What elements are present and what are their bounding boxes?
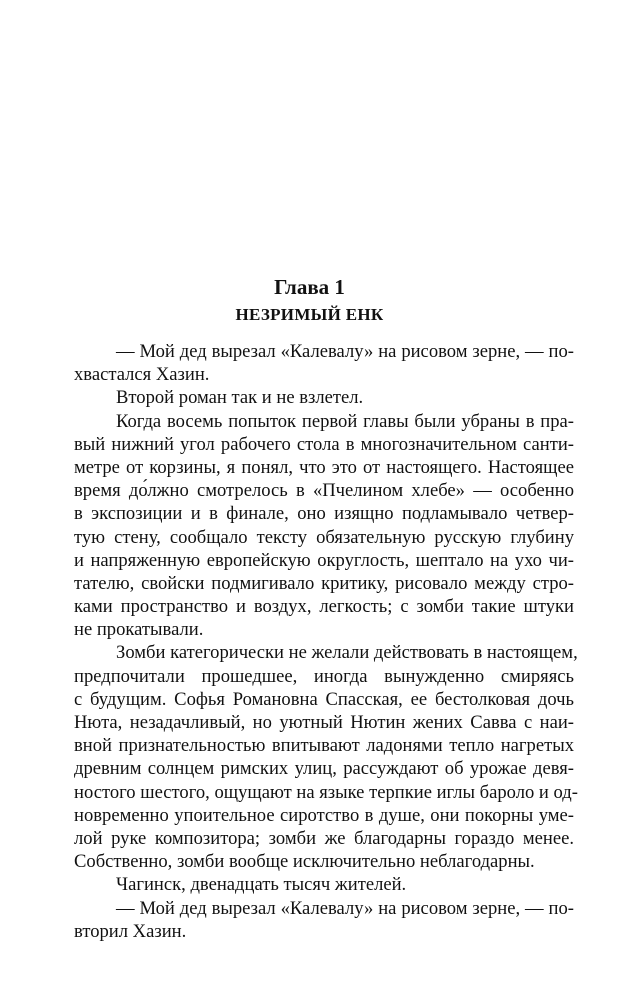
text-line: хвастался Хазин. bbox=[74, 364, 210, 386]
text-line: — Мой дед вырезал «Калевалу» на рисовом зерне, — по- bbox=[116, 341, 574, 362]
text-line: тателю, свойски подмигивало критику, рисовало между стро- bbox=[74, 572, 574, 594]
text-line: новременно упоительное сиротство в душе, они покорны уме- bbox=[74, 804, 574, 826]
text-line: с будущим. Софья Романовна Спасская, ее бестолковая дочь bbox=[74, 688, 574, 710]
text-line: Когда восемь попыток первой главы были убраны в пра- bbox=[116, 410, 574, 432]
text-line: тую стену, сообщало тексту обязательную русскую глубину bbox=[74, 526, 574, 548]
text-line: ностого шестого, ощущают на языке терпкие иглы бароло и од- bbox=[74, 781, 578, 803]
chapter-title: НЕЗРИМЫЙ ЕНК bbox=[235, 305, 384, 324]
text-line: вторил Хазин. bbox=[74, 920, 187, 942]
text-line: время до́лжно смотрелось в «Пчелином хлебе» — особенно bbox=[74, 480, 574, 502]
text-line: не прокатывали. bbox=[74, 619, 204, 641]
chapter-text bbox=[74, 340, 578, 943]
text-line: Второй роман так и не взлетел. bbox=[116, 387, 364, 409]
text-line: — Мой дед вырезал «Калевалу» на рисовом зерне, — по- bbox=[116, 897, 574, 919]
text-line: Чагинск, двенадцать тысяч жителей. bbox=[116, 874, 407, 896]
text-line: и напряженную европейскую округлость, шептало на ухо чи- bbox=[74, 549, 574, 571]
text-line: вый нижний угол рабочего стола в многозначительном санти- bbox=[74, 433, 574, 455]
text-line: древним солнцем римских улиц, рассуждают об урожае девя- bbox=[74, 758, 574, 780]
chapter-number: Глава 1 bbox=[274, 275, 345, 299]
text-line: вной признательностью впитывают ладонями тепло нагретых bbox=[74, 735, 574, 757]
text-line: Зомби категорически не желали действовать в настоящем, bbox=[116, 642, 578, 664]
text-line: Нюта, незадачливый, но уютный Нютин жених Савва с наи- bbox=[74, 712, 574, 733]
text-line: Собственно, зомби вообще исключительно неблагодарны. bbox=[74, 851, 535, 873]
text-line: метре от корзины, я понял, что это от настоящего. Настоящее bbox=[74, 456, 574, 478]
text-line: ками пространство и воздух, легкость; с зомби такие штуки bbox=[74, 596, 574, 618]
text-line: лой руке композитора; зомби же благодарны гораздо менее. bbox=[74, 827, 574, 849]
text-line: в экспозиции и в финале, оно изящно подламывало четвер- bbox=[74, 503, 574, 525]
text-line: предпочитали прошедшее, иногда вынужденно смиряясь bbox=[74, 665, 574, 687]
